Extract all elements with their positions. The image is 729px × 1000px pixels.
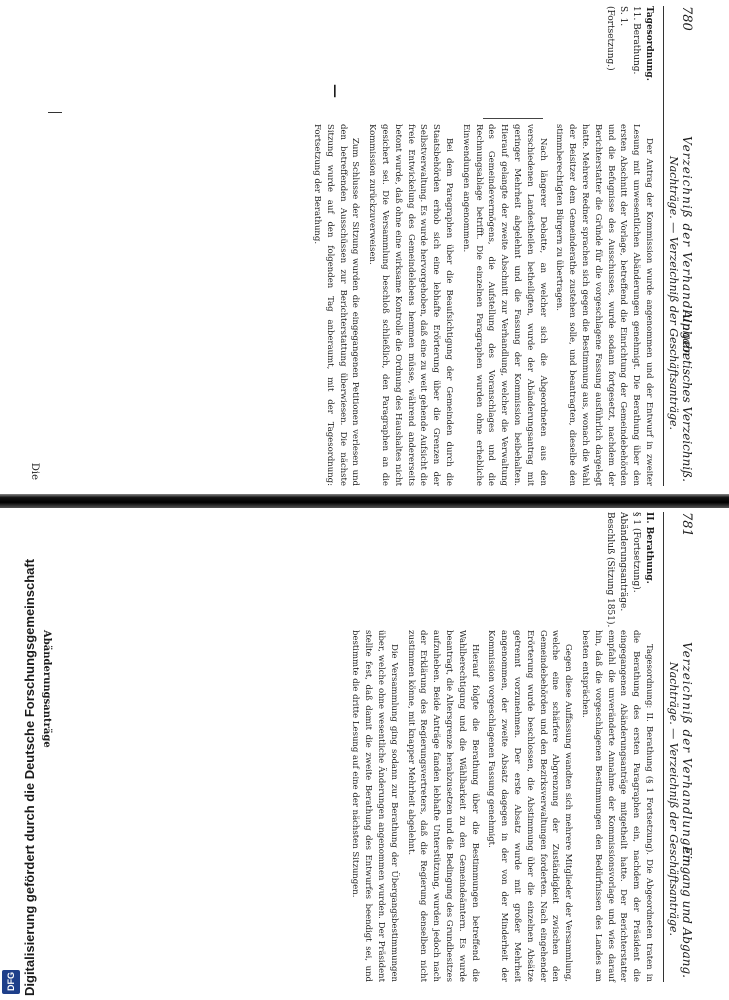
paragraph: Tagesordnung: II. Berathung (§ 1 Fortsetzung). Die Abgeordneten traten in die Berathung des ersten Paragraphen ein, nachdem der Präsident die eingegangenen Abänderungsanträge mitgetheilt hatte. Der Berichterstatter empfahl die unveränderte Annahme der Kommissionsvorlage und wies darauf hin, daß die vorgeschlagenen Bestimmungen den Bedürfnissen des Landes am besten entsprächen.	[580, 630, 654, 982]
running-title: Verzeichniß der Verhandlungen	[680, 136, 694, 358]
running-head-right: Eingang und Abgang.	[680, 846, 694, 978]
scanned-page-bottom	[20, 512, 700, 982]
text-column	[306, 124, 655, 486]
margin-note: Beschluß (Sitzung 1851).	[605, 512, 615, 628]
running-title: Verzeichniß der Verhandlungen	[680, 642, 694, 864]
margin-tick	[48, 112, 62, 113]
page-header	[663, 512, 700, 982]
paragraph: Der Antrag der Kommission wurde angenommen und der Entwurf in zweiter Lesung mit unwesentlichen Abänderungen genehmigt. Die Berathung über den ersten Abschnitt der Vorlage, betreffend die Einrichtung der Gemeindebehörden und die Befugnisse des Ausschusses, wurde sodann fortgesetzt, nachdem der Berichterstatter die Gründe für die vorgeschlagene Fassung ausführlich dargelegt hatte. Mehrere Redner sprachen sich gegen die Bestimmung aus, wonach die Wahl der Beisitzer dem Gemeinderathe zustehen solle, und beantragten, dieselbe den stimmberechtigten Bürgern zu übertragen.	[554, 124, 654, 486]
page-number: 781	[679, 512, 694, 537]
margin-rule	[483, 118, 543, 119]
section-dash: —	[327, 84, 343, 98]
margin-note: § 1 (Fortsetzung).	[631, 512, 641, 593]
running-subtitle: Nachträge. — Verzeichniß der Geschäftsanträge.	[667, 156, 680, 431]
paragraph: Zum Schlusse der Sitzung wurden die eingegangenen Petitionen verlesen und den betreffenden Ausschüssen zur Berichterstattung überwiesen. Die nächste Sitzung wurde auf den folgenden Tag anberaumt, mit der Tagesordnung: Fortsetzung der Berathung.	[312, 124, 361, 486]
dfg-logo-icon: DFG	[2, 970, 20, 994]
running-subtitle: Nachträge. — Verzeichniß der Geschäftsanträge.	[667, 662, 680, 937]
running-head-right: Alphabetisches Verzeichniß.	[680, 310, 694, 482]
margin-note: (Fortsetzung.)	[605, 6, 615, 71]
paragraph: Gegen diese Auffassung wandten sich mehrere Mitglieder der Versammlung, welche eine schärfere Abgrenzung der Zuständigkeit zwischen den Gemeindebehörden und den Bezirksverwaltungen forderten. Nach eingehender Erörterung wurde beschlossen, die Abstimmung über die einzelnen Absätze getrennt vorzunehmen. Der erste Absatz wurde mit großer Mehrheit angenommen, der zweite Absatz dagegen in der von der Minderheit der Kommission vorgeschlagenen Fassung genehmigt.	[486, 630, 574, 982]
page-number: 780	[679, 6, 694, 31]
page-body	[23, 6, 663, 486]
catchword: Die	[29, 462, 40, 480]
text-column	[345, 630, 655, 982]
page-header	[663, 6, 700, 486]
margin-note: II. Berathung.	[644, 512, 654, 584]
closing-heading: Abänderungsanträge	[41, 630, 52, 748]
margin-note: Abänderungsanträge.	[618, 512, 628, 612]
scanned-page-top	[20, 6, 700, 486]
margin-notes	[603, 512, 655, 628]
margin-note: S. 1.	[618, 6, 628, 27]
paragraph: Bei dem Paragraphen über die Beaufsichtigung der Gemeinden durch die Staatsbehörden erhob sich eine lebhafte Erörterung über die Grenzen der Selbstverwaltung. Es wurde hervorgehoben, daß eine zu weit gehende Aufsicht die freie Entwickelung des Gemeindelebens hemmen müsse, während andererseits betont wurde, daß ohne eine wirksame Kontrolle die Ordnung des Haushaltes nicht gesichert sei. Die Versammlung beschloß schließlich, den Paragraphen an die Kommission zurückzuverweisen.	[367, 124, 455, 486]
funding-credit: Digitalisierung gefördert durch die Deutsche Forschungsgemeinschaft	[22, 558, 37, 996]
binding-gutter	[0, 494, 729, 508]
margin-note: 11. Berathung.	[631, 6, 641, 75]
paragraph: Die Versammlung ging sodann zur Berathung der Übergangsbestimmungen über, welche ohne wesentliche Änderungen angenommen wurden. Der Präsident stellte fest, daß damit die zweite Berathung des Entwurfes beendigt sei, und bestimmte die dritte Lesung auf eine der nächsten Sitzungen.	[350, 630, 399, 982]
paragraph: Nach längerer Debatte, an welcher sich die Abgeordneten aus den verschiedenen Landestheilen betheiligten, wurde der Abänderungsantrag mit geringer Mehrheit abgelehnt und die Fassung der Kommission beibehalten. Hierauf gelangte der zweite Abschnitt zur Verhandlung, welcher die Verwaltung des Gemeindevermögens, die Aufstellung des Voranschlages und die Rechnungsablage betrifft. Die einzelnen Paragraphen wurden ohne erhebliche Einwendungen angenommen.	[460, 124, 548, 486]
margin-note: Tagesordnung.	[644, 6, 654, 81]
margin-notes	[603, 6, 655, 116]
paragraph: Hierauf folgte die Berathung über die Bestimmungen betreffend die Wahlberechtigung und die Wählbarkeit zu den Gemeindeämtern. Es wurde beantragt, die Altersgrenze herabzusetzen und die Bedingung des Grundbesitzes aufzuheben. Beide Anträge fanden lebhafte Unterstützung, wurden jedoch nach der Erklärung des Regierungsvertreters, daß die Regierung denselben nicht zustimmen könne, mit knapper Mehrheit abgelehnt.	[405, 630, 480, 982]
page-body	[23, 512, 663, 982]
